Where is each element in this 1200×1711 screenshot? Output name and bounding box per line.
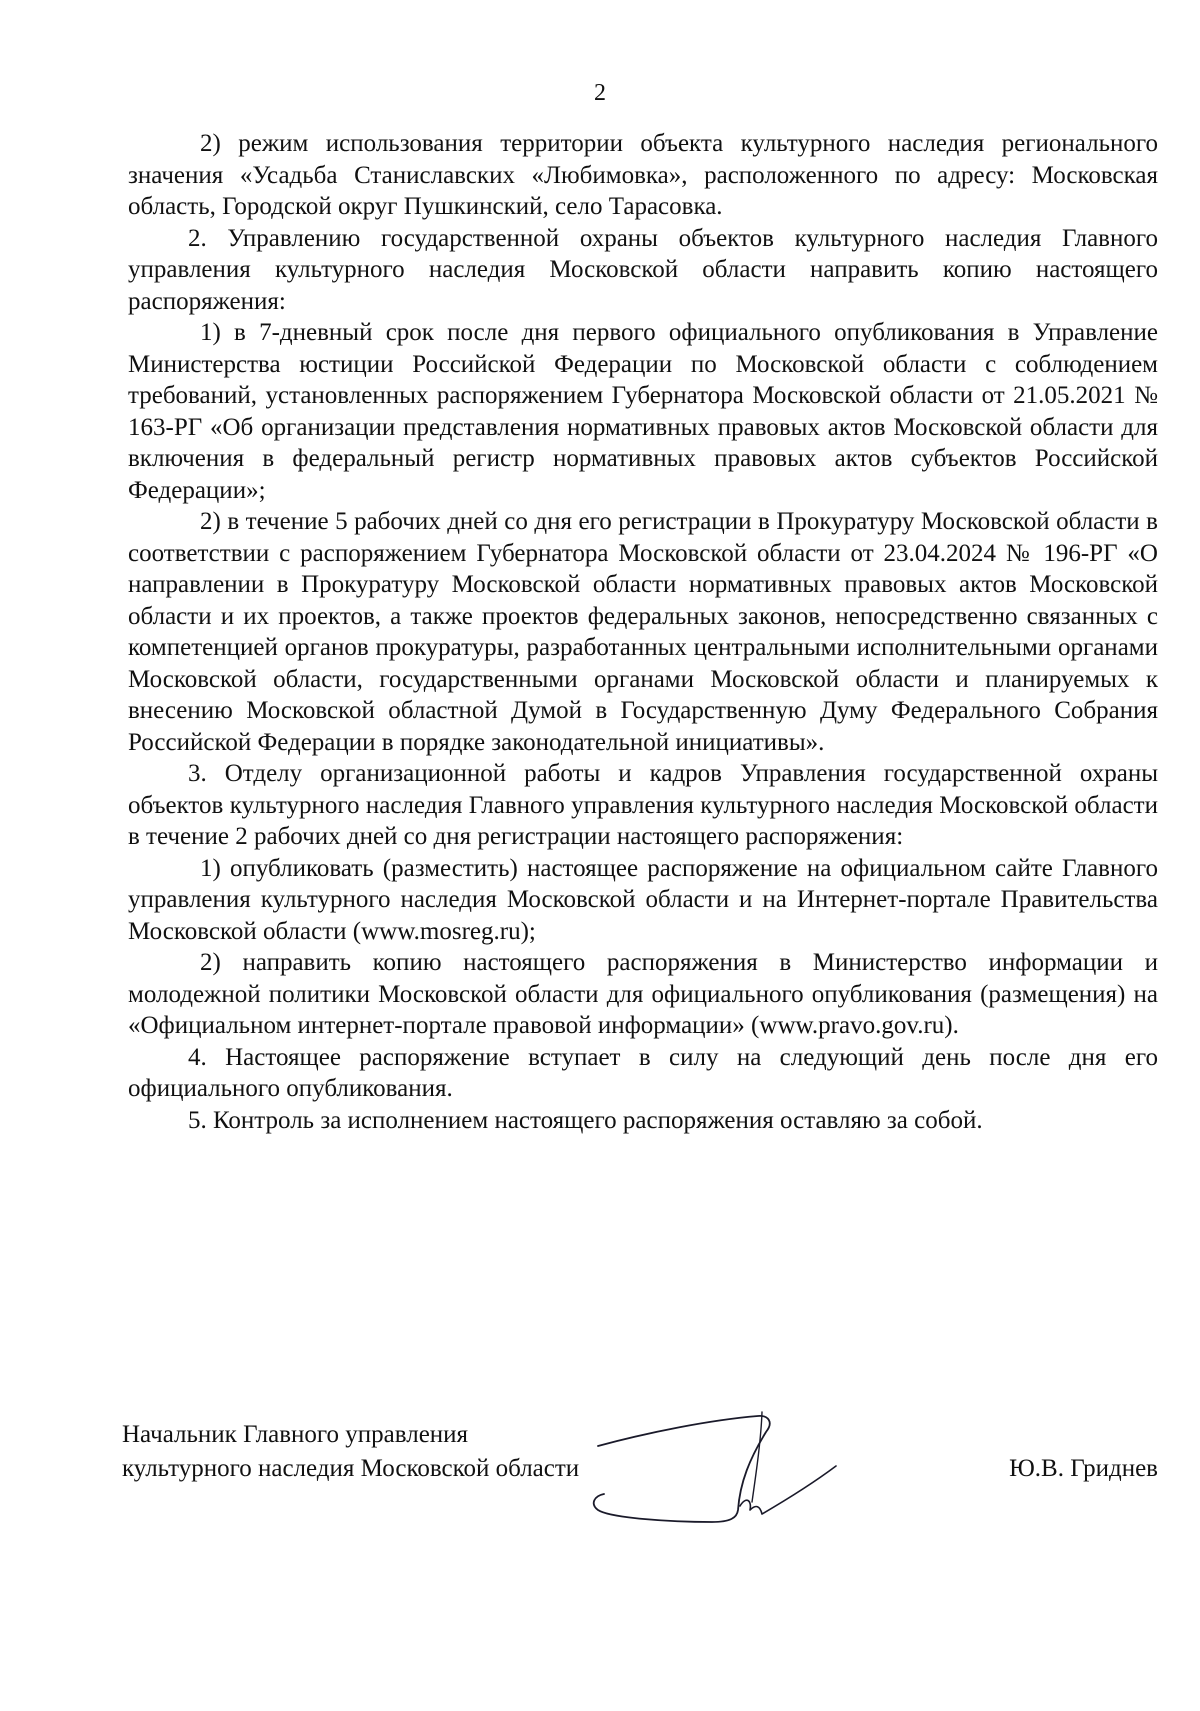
handwritten-signature <box>590 1410 890 1530</box>
signatory-position <box>122 1418 579 1486</box>
document-body <box>128 128 1158 1136</box>
paragraph-3-2: 2) направить копию настоящего распоряжения в Министерство информации и молодежной политики Московской области для официального опубликования (размещения) на «Официальном интернет-портале правовой информации» (www.pravo.gov.ru). <box>128 949 1158 1039</box>
paragraph-3: 3. Отделу организационной работы и кадров Управления государственной охраны объектов культурного наследия Главного управления культурного наследия Московской области в течение 2 рабочих дней со дня регистрации настоящего распоряжения: <box>128 760 1158 850</box>
signatory-position-line-2: культурного наследия Московской области <box>122 1455 580 1482</box>
paragraph-2: 2. Управлению государственной охраны объектов культурного наследия Главного управления культурного наследия Московской области направить копию настоящего распоряжения: <box>128 224 1158 315</box>
signatory-position-line-1: Начальник Главного управления <box>122 1421 469 1448</box>
paragraph-4: 4. Настоящее распоряжение вступает в силу на следующий день после дня его официального опубликования. <box>128 1043 1158 1102</box>
page-number: 2 <box>594 80 606 106</box>
paragraph-5: 5. Контроль за исполнением настоящего распоряжения оставляю за собой. <box>188 1106 983 1134</box>
signatory-name: Ю.В. Гриднев <box>1009 1455 1158 1482</box>
paragraph-3-1: 1) опубликовать (разместить) настоящее распоряжение на официальном сайте Главного управления культурного наследия Московской области и на Интернет-портале Правительства Московской области (www.mosreg.ru); <box>128 854 1158 945</box>
paragraph-2-1: 1) в 7-дневный срок после дня первого официального опубликования в Управление Министерства юстиции Российской Федерации по Московской области с соблюдением требований, установленных распоряжением Губернатора Московской области от 21.05.2021 № 163-РГ «Об организации представления нормативных правовых актов Московской области для включения в федеральный регистр нормативных правовых актов субъектов Российской Федерации»; <box>128 319 1158 504</box>
paragraph-2-2: 2) в течение 5 рабочих дней со дня его регистрации в Прокуратуру Московской области в соответствии с распоряжением Губернатора Московской области от 23.04.2024 № 196-РГ «О направлении в Прокуратуру Московской области нормативных правовых актов Московской области и их проектов, а также проектов федеральных законов, непосредственно связанных с компетенцией органов прокуратуры, разработанных центральными исполнительными органами Московской области, государственными органами Московской области и планируемых к внесению Московской областной Думой в Государственную Думу Федерального Собрания Российской Федерации в порядке законодательной инициативы». <box>128 508 1158 756</box>
paragraph-1-2: 2) режим использования территории объекта культурного наследия регионального значения «Усадьба Станиславских «Любимовка», расположенного по адресу: Московская область, Городской округ Пушкинский, село Тарасовка. <box>128 130 1158 220</box>
